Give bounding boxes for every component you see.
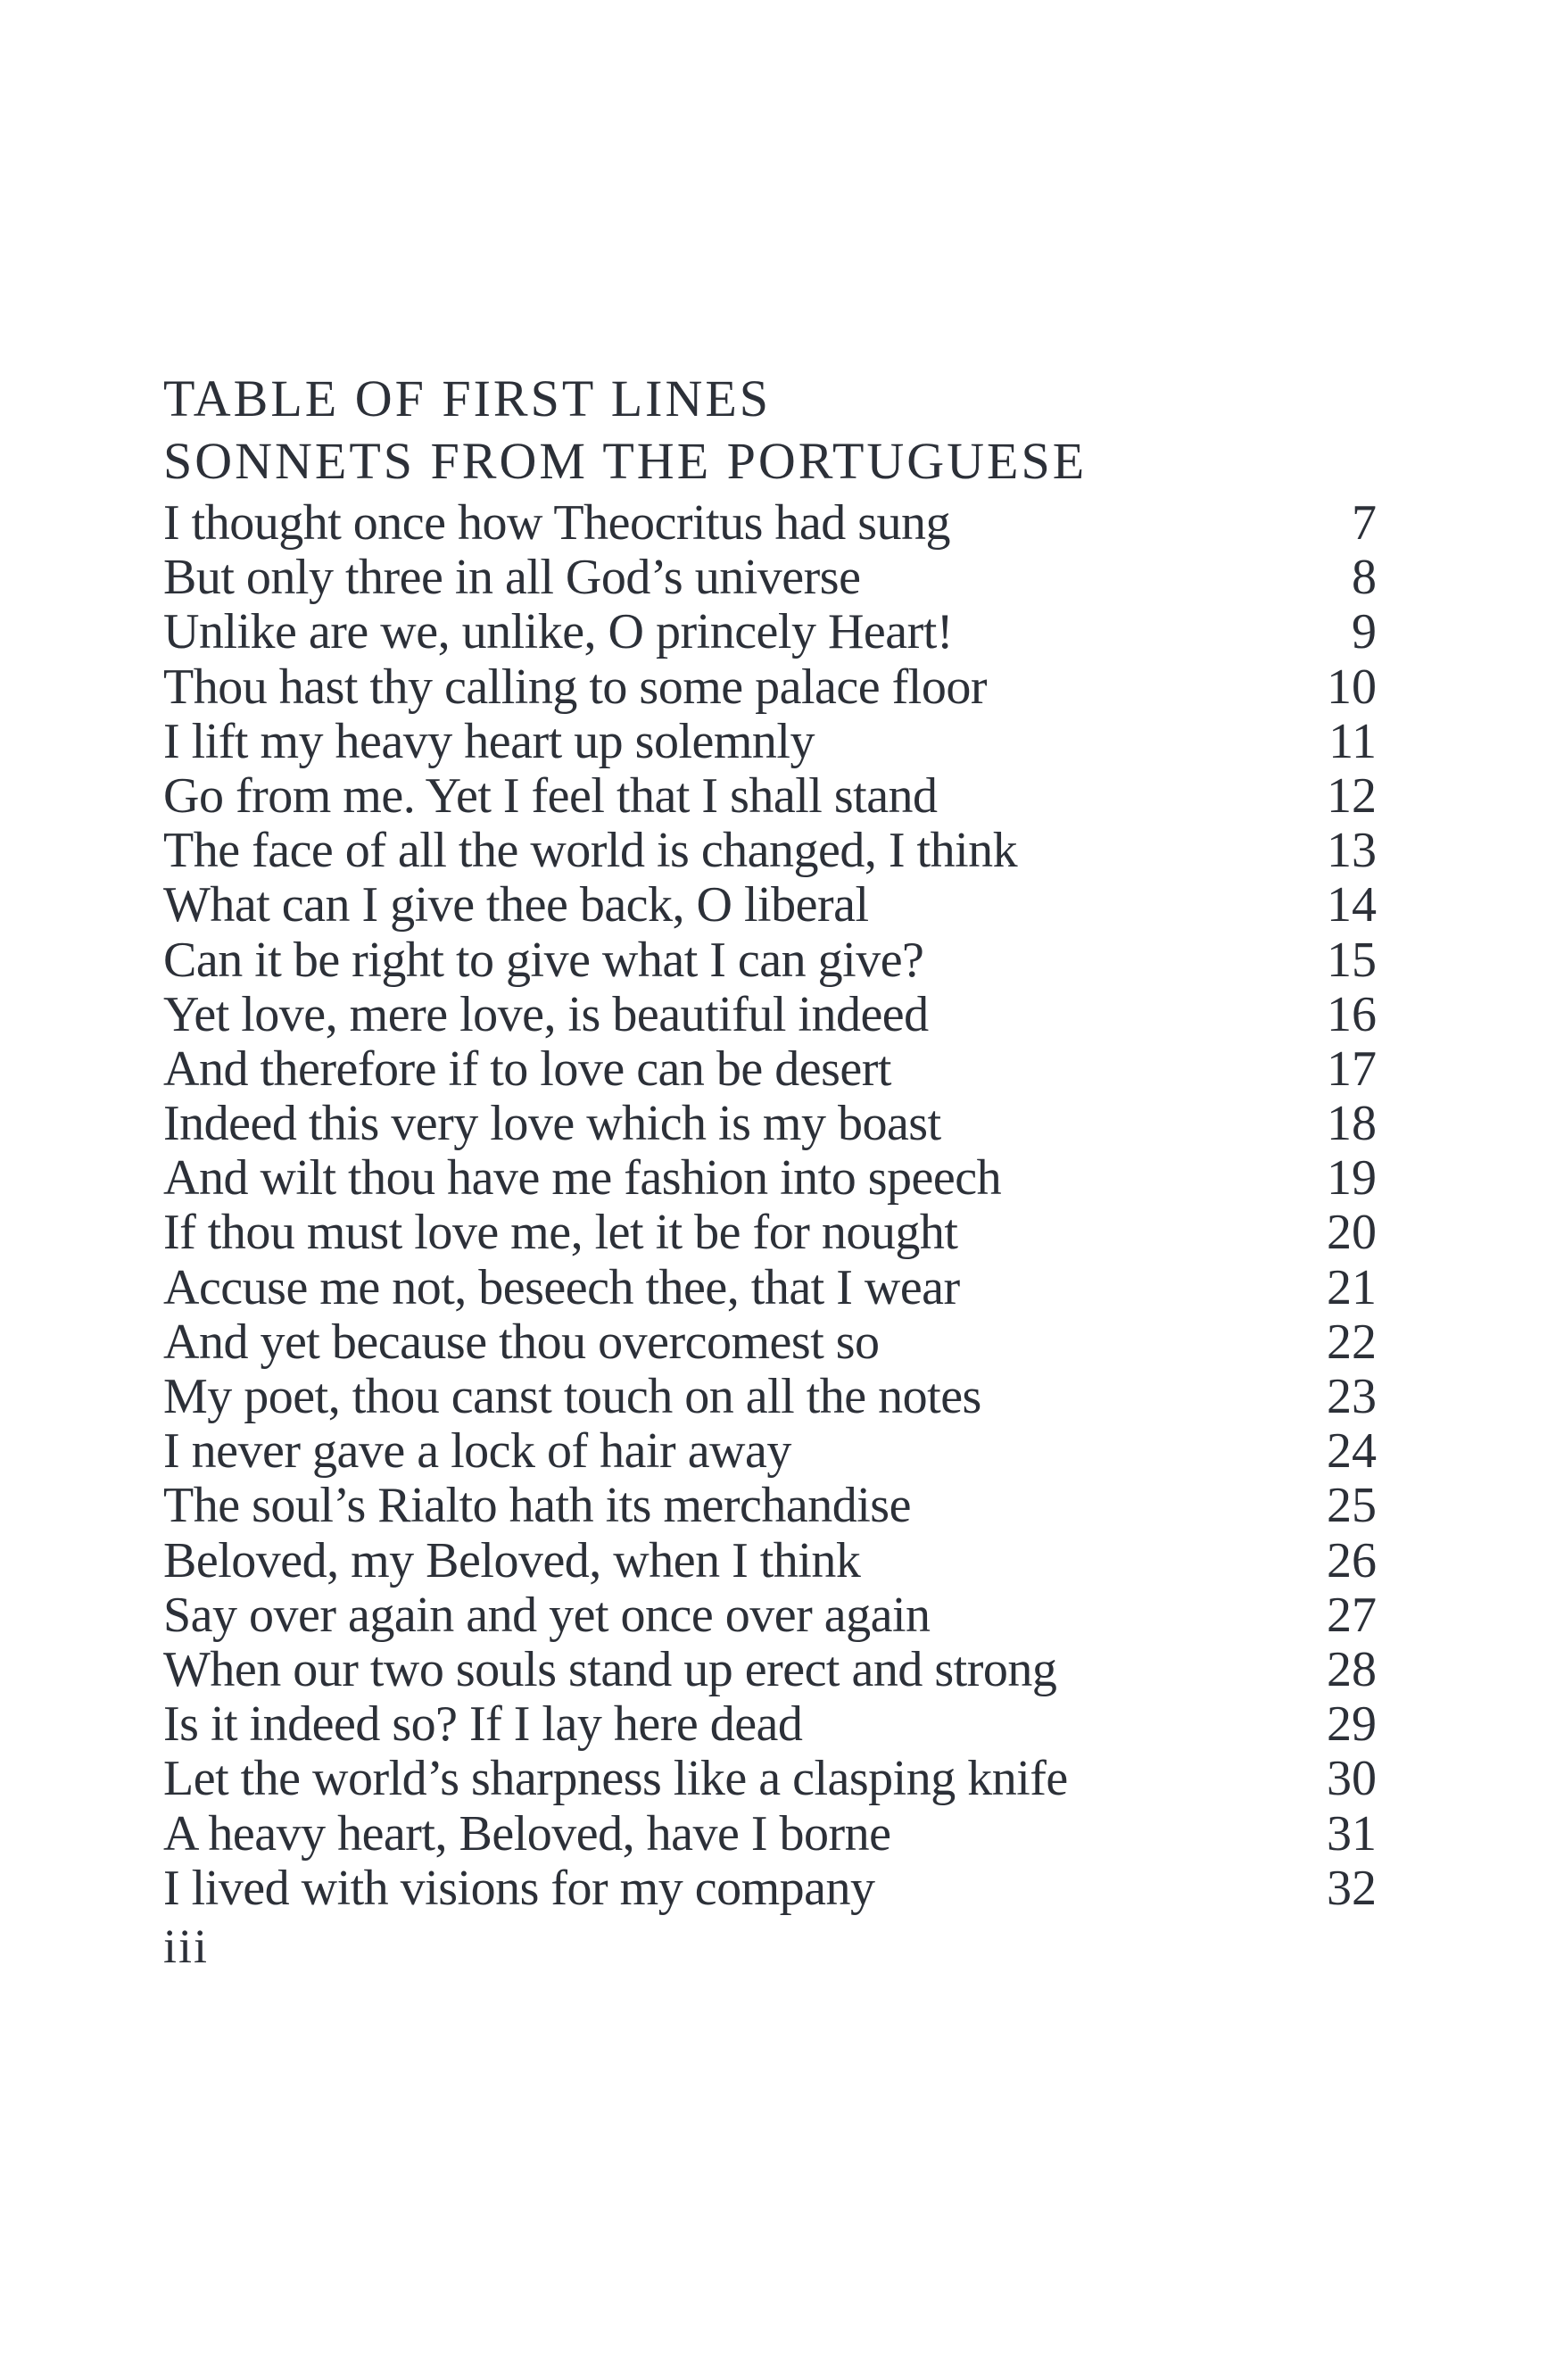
toc-entry — [163, 1206, 1377, 1260]
toc-entry — [163, 769, 1377, 824]
first-line-text: Can it be right to give what I can give? — [163, 932, 924, 988]
toc-entry — [163, 824, 1377, 878]
toc-entry — [163, 496, 1377, 551]
table-title: TABLE OF FIRST LINES — [163, 369, 772, 427]
first-line-text: I thought once how Theocritus had sung — [163, 495, 951, 551]
page-number: 18 — [1327, 1096, 1377, 1152]
toc-entry — [163, 605, 1377, 659]
first-line-text: Go from me. Yet I feel that I shall stand — [163, 767, 938, 824]
first-line-text: What can I give thee back, O liberal — [163, 877, 869, 933]
first-line-text: But only three in all God’s universe — [163, 550, 861, 606]
toc-entry — [163, 1752, 1377, 1806]
page-number: 32 — [1327, 1860, 1377, 1916]
page-number: 7 — [1352, 495, 1377, 551]
first-line-text: I lived with visions for my company — [163, 1860, 875, 1916]
first-line-text: And yet because thou overcomest so — [163, 1314, 880, 1370]
toc-entry — [163, 1261, 1377, 1315]
toc-entry — [163, 1643, 1377, 1697]
toc-entry — [163, 1807, 1377, 1862]
toc-entry — [163, 1097, 1377, 1151]
page-number: 14 — [1327, 877, 1377, 933]
first-line-text: Indeed this very love which is my boast — [163, 1096, 941, 1152]
first-line-text: Say over again and yet once over again — [163, 1587, 931, 1643]
section-title: SONNETS FROM THE PORTUGUESE — [163, 432, 1088, 490]
first-line-text: And therefore if to love can be desert — [163, 1041, 891, 1097]
first-line-text: Unlike are we, unlike, O princely Heart! — [163, 604, 953, 660]
toc-entry — [163, 1370, 1377, 1424]
toc-entry — [163, 1862, 1377, 1916]
first-line-text: I never gave a lock of hair away — [163, 1423, 791, 1480]
page-number: 30 — [1327, 1751, 1377, 1807]
folio-page-number: iii — [163, 1919, 210, 1973]
first-line-text: The face of all the world is changed, I think — [163, 823, 1018, 879]
toc-entry — [163, 988, 1377, 1042]
page-number: 11 — [1328, 713, 1377, 769]
document-page — [163, 368, 1377, 1975]
toc-entry — [163, 1588, 1377, 1643]
toc-entry — [163, 1479, 1377, 1533]
page-number: 31 — [1327, 1805, 1377, 1862]
page-number: 27 — [1327, 1587, 1377, 1643]
page-number: 28 — [1327, 1641, 1377, 1697]
first-line-text: The soul’s Rialto hath its merchandise — [163, 1478, 911, 1534]
first-line-text: Yet love, mere love, is beautiful indeed — [163, 986, 929, 1042]
first-line-text: Thou hast thy calling to some palace floor — [163, 659, 987, 715]
toc-entry — [163, 715, 1377, 769]
toc-entry — [163, 1042, 1377, 1097]
page-number: 15 — [1327, 932, 1377, 988]
toc-entry — [163, 1534, 1377, 1588]
first-lines-list — [163, 496, 1377, 1916]
page-number: 26 — [1327, 1532, 1377, 1588]
toc-entry — [163, 933, 1377, 988]
page-number: 19 — [1327, 1150, 1377, 1207]
first-line-text: Accuse me not, beseech thee, that I wear — [163, 1259, 960, 1315]
first-line-text: Beloved, my Beloved, when I think — [163, 1532, 861, 1588]
page-number: 8 — [1352, 550, 1377, 606]
page-number: 20 — [1327, 1205, 1377, 1261]
page-number: 29 — [1327, 1696, 1377, 1753]
page-number: 23 — [1327, 1369, 1377, 1424]
toc-entry — [163, 1424, 1377, 1479]
first-line-text: And wilt thou have me fashion into speech — [163, 1150, 1002, 1207]
page-number: 17 — [1327, 1041, 1377, 1097]
page-number: 25 — [1327, 1478, 1377, 1534]
toc-entry — [163, 878, 1377, 933]
page-number: 16 — [1327, 986, 1377, 1042]
page-number: 22 — [1327, 1314, 1377, 1370]
first-line-text: If thou must love me, let it be for nought — [163, 1205, 958, 1261]
page-number: 24 — [1327, 1423, 1377, 1480]
page-number: 13 — [1327, 823, 1377, 879]
toc-entry — [163, 551, 1377, 605]
first-line-text: Is it indeed so? If I lay here dead — [163, 1696, 803, 1753]
page-number: 12 — [1327, 767, 1377, 824]
toc-entry — [163, 1697, 1377, 1752]
toc-entry — [163, 1151, 1377, 1206]
toc-entry — [163, 660, 1377, 715]
toc-entry — [163, 1315, 1377, 1370]
first-line-text: Let the world’s sharpness like a clasping knife — [163, 1751, 1068, 1807]
page-number: 10 — [1327, 659, 1377, 715]
first-line-text: I lift my heavy heart up solemnly — [163, 713, 815, 769]
first-line-text: A heavy heart, Beloved, have I borne — [163, 1805, 891, 1862]
first-line-text: When our two souls stand up erect and strong — [163, 1641, 1057, 1697]
page-number: 21 — [1327, 1259, 1377, 1315]
first-line-text: My poet, thou canst touch on all the notes — [163, 1369, 981, 1424]
page-number: 9 — [1352, 604, 1377, 660]
